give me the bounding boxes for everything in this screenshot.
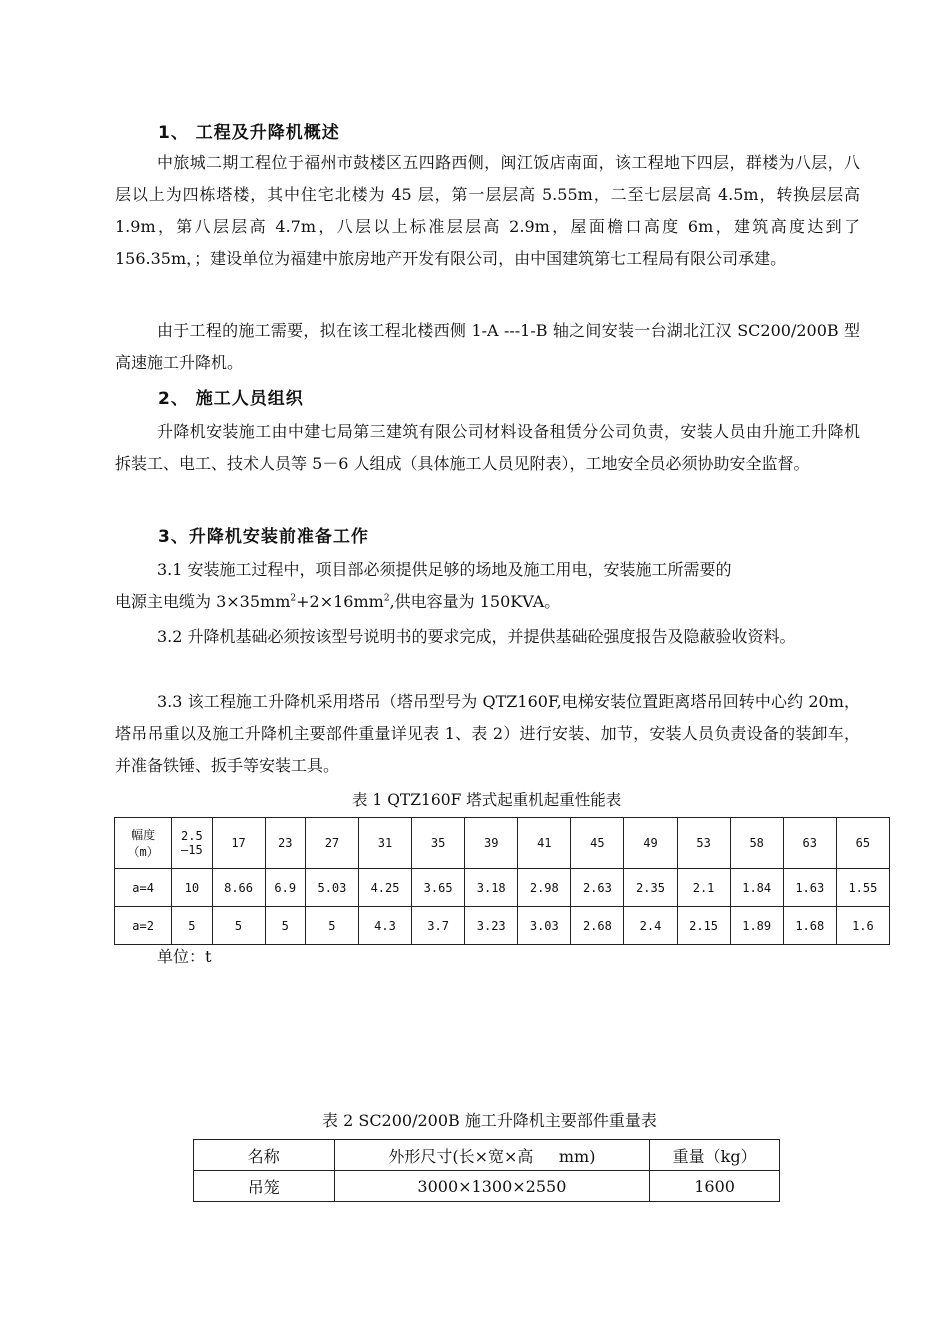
table-cell: a=4 [115, 869, 172, 907]
table-cell: 4.25 [358, 869, 411, 907]
table-cell: 39 [465, 818, 518, 869]
section-2-paragraph: 升降机安装施工由中建七局第三建筑有限公司材料设备租赁分公司负责，安装人员由升施工升降机拆装工、电工、技术人员等 5－6 人组成（具体施工人员见附表），工地安全员必须协助安全监督。 [115, 422, 860, 473]
table-cell: 17 [212, 818, 265, 869]
cable-spec-mid: +2×16mm [296, 592, 384, 611]
table-cell: 3.23 [465, 907, 518, 945]
section-2-heading: 2、 施工人员组织 [158, 389, 304, 409]
section-1-paragraph-1: 中旅城二期工程位于福州市鼓楼区五四路西侧，闽江饭店南面，该工程地下四层，群楼为八层，八层以上为四栋塔楼，其中住宅北楼为 45 层，第一层层高 5.55m，二至七层层高 4.5m，转换层层高 1.9m，第八层层高 4.7m，八层以上标准层层高 2.9m，屋面檐口高度 6m，建筑高度达到了 156.35m，；建设单位为福建中旅房地产开发有限公司，由中国建筑第七工程局有限公司承建。 [115, 153, 860, 268]
table-cell: 6.9 [265, 869, 305, 907]
table-cell: 2.68 [571, 907, 624, 945]
table-cell: 5 [265, 907, 305, 945]
table-cell: 23 [265, 818, 305, 869]
table-row [115, 818, 890, 869]
section-3-heading: 3、升降机安装前准备工作 [158, 527, 369, 547]
cable-spec-pre: 电源主电缆为 3×35mm [115, 592, 291, 611]
table-row [194, 1140, 780, 1171]
item-3-1-line-1: 3.1 安装施工过程中，项目部必须提供足够的场地及施工用电，安装施工所需要的 [157, 560, 732, 579]
table-row [194, 1171, 780, 1202]
table-row [115, 869, 890, 907]
table-cell: 1.89 [730, 907, 783, 945]
crane-capacity-table [114, 817, 890, 945]
table-cell: 4.3 [358, 907, 411, 945]
table-cell: 吊笼 [194, 1171, 335, 1202]
table-cell: 3.65 [412, 869, 465, 907]
component-weight-table [193, 1139, 780, 1202]
table-cell: 27 [305, 818, 358, 869]
table-cell: 5 [305, 907, 358, 945]
table-cell: 3000×1300×2550 [334, 1171, 650, 1202]
table-cell: 10 [172, 869, 212, 907]
table-cell: 2.1 [677, 869, 730, 907]
table-cell: 2.4 [624, 907, 677, 945]
table-cell: 3.03 [518, 907, 571, 945]
table-cell: 41 [518, 818, 571, 869]
table-cell: 35 [412, 818, 465, 869]
table-cell: 65 [836, 818, 889, 869]
table-cell: 5.03 [305, 869, 358, 907]
table-1-caption: 表 1 QTZ160F 塔式起重机起重性能表 [352, 791, 622, 809]
table-cell: 1600 [650, 1171, 780, 1202]
table-cell: 1.84 [730, 869, 783, 907]
table-cell: 53 [677, 818, 730, 869]
table-cell: 3.18 [465, 869, 518, 907]
table-row [115, 907, 890, 945]
table-2-caption: 表 2 SC200/200B 施工升降机主要部件重量表 [322, 1111, 657, 1130]
table-cell: a=2 [115, 907, 172, 945]
table-header-cell: 外形尺寸(长×宽×高 mm) [334, 1140, 650, 1171]
table-cell: 8.66 [212, 869, 265, 907]
table-cell: 63 [783, 818, 836, 869]
superscript-1: 2 [290, 593, 297, 604]
item-3-3: 3.3 该工程施工升降机采用塔吊（塔吊型号为 QTZ160F,电梯安装位置距离塔吊回转中心约 20m，塔吊吊重以及施工升降机主要部件重量详见表 1、表 2）进行安装、加节，安装人员负责设备的装卸车，并准备铁锤、扳手等安装工具。 [115, 692, 860, 775]
table-cell: 2.5 —15 [172, 818, 212, 869]
table-cell: 5 [172, 907, 212, 945]
table-cell: 2.15 [677, 907, 730, 945]
table-cell: 2.98 [518, 869, 571, 907]
table-cell: 3.7 [412, 907, 465, 945]
table-cell: 1.55 [836, 869, 889, 907]
item-3-1-line-2 [115, 589, 560, 612]
cable-spec-post: ,供电容量为 150KVA。 [389, 592, 561, 611]
section-1-paragraph-2: 由于工程的施工需要，拟在该工程北楼西侧 1-A ---1-B 轴之间安装一台湖北江汉 SC200/200B 型高速施工升降机。 [115, 321, 860, 372]
table-cell: 1.68 [783, 907, 836, 945]
item-3-2: 3.2 升降机基础必须按该型号说明书的要求完成，并提供基础砼强度报告及隐蔽验收资料。 [157, 627, 796, 646]
table-cell: 1.63 [783, 869, 836, 907]
table-cell: 幅度 （m） [115, 818, 172, 869]
section-1-heading: 1、 工程及升降机概述 [158, 123, 340, 143]
table-header-cell: 重量（kg） [650, 1140, 780, 1171]
table-cell: 49 [624, 818, 677, 869]
table-cell: 2.63 [571, 869, 624, 907]
table-cell: 31 [358, 818, 411, 869]
table-cell: 58 [730, 818, 783, 869]
table-cell: 1.6 [836, 907, 889, 945]
table-1-unit: 单位：t [157, 947, 212, 966]
superscript-2: 2 [383, 593, 390, 604]
table-header-cell: 名称 [194, 1140, 335, 1171]
table-cell: 2.35 [624, 869, 677, 907]
table-cell: 45 [571, 818, 624, 869]
table-cell: 5 [212, 907, 265, 945]
